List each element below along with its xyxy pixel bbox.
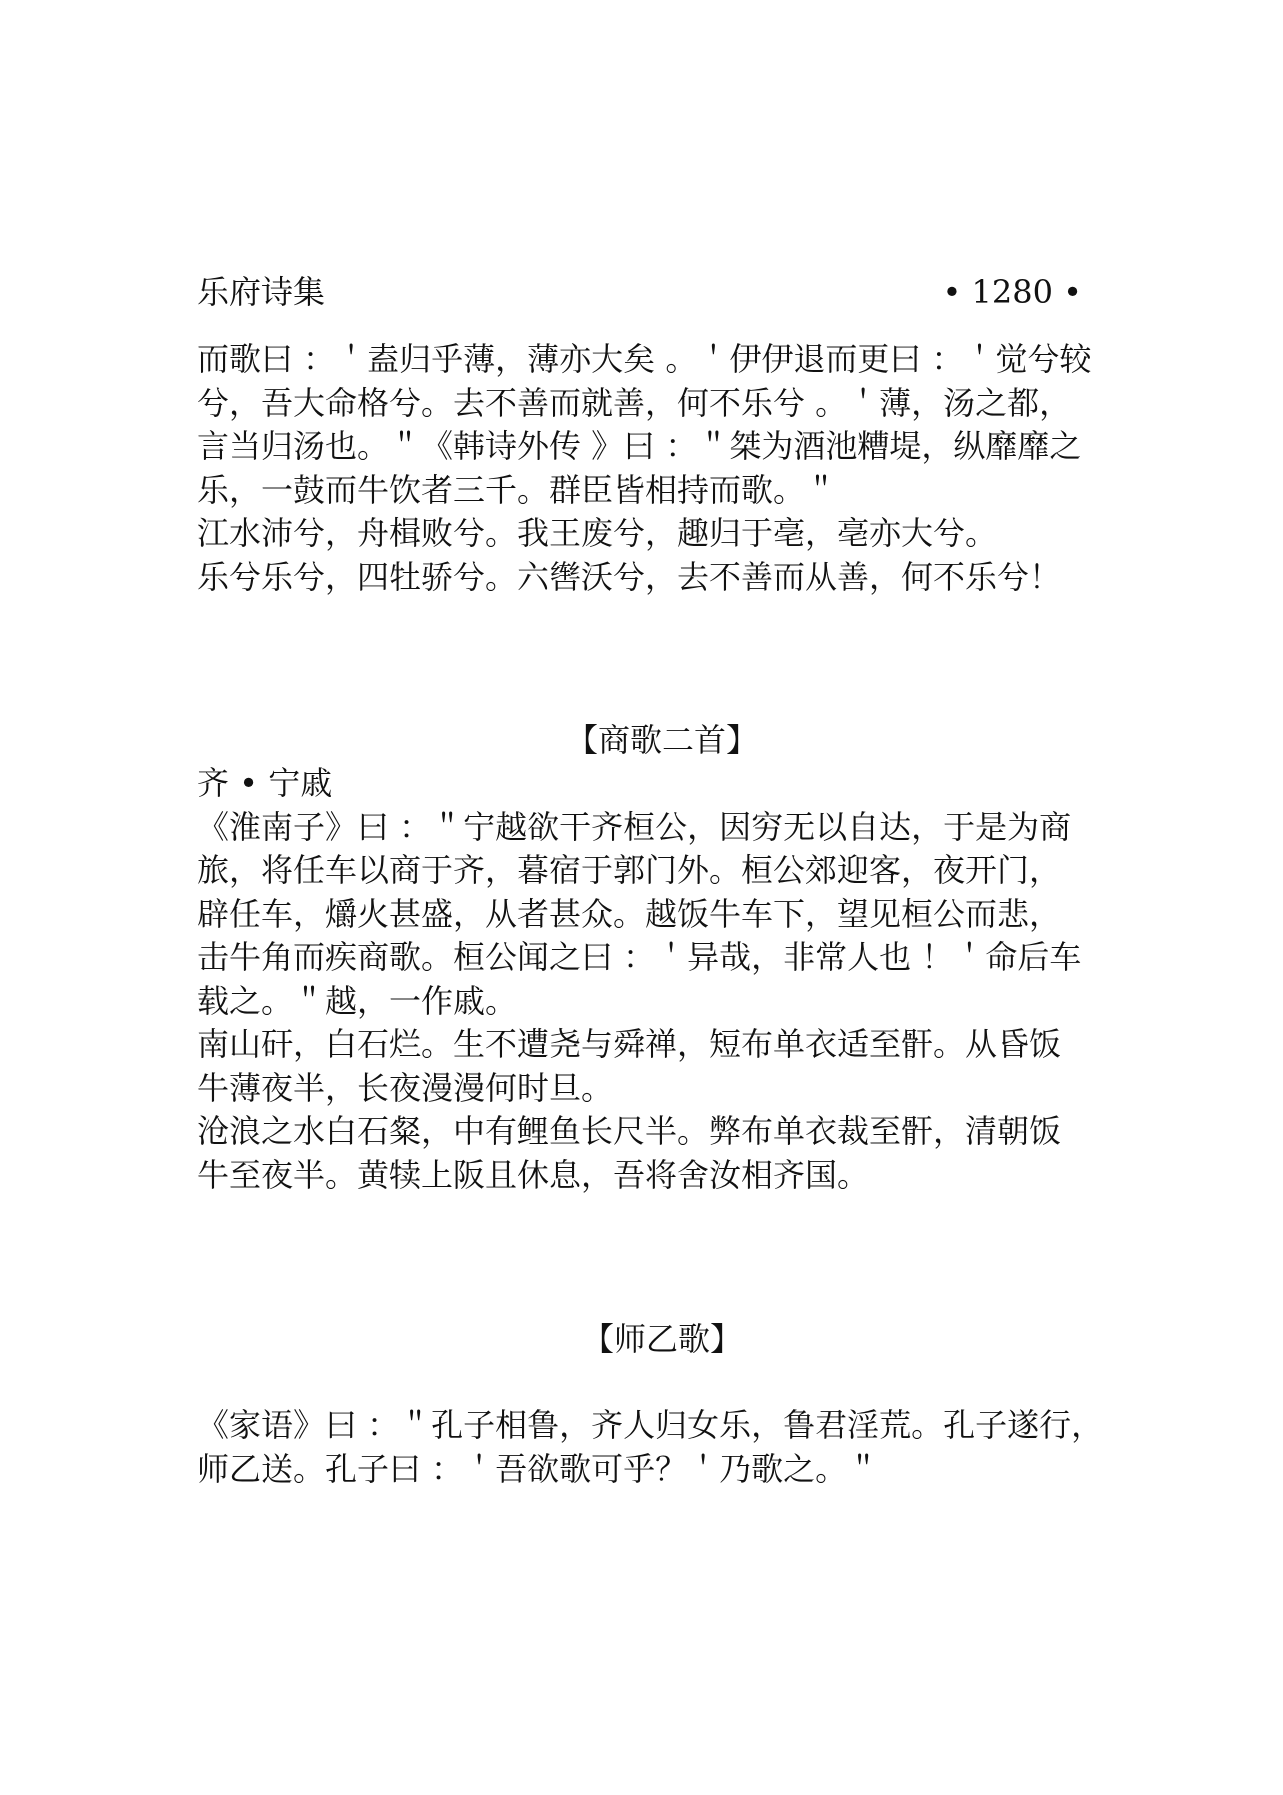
section-title-shiyige: 【师乙歌】 — [581, 1320, 742, 1358]
text-line: 沧浪之水白石粲，中有鲤鱼长尺半。弊布单衣裁至骭，清朝饭 — [197, 1112, 1062, 1150]
text-line: 牛至夜半。黄犊上阪且休息，吾将舍汝相齐国。 — [197, 1155, 870, 1194]
text-line: 江水沛兮，舟楫败兮。我王废兮，趣归于亳，亳亦大兮。 — [197, 514, 998, 552]
author-line: 齐 • 宁戚 — [197, 764, 333, 802]
page-number: • 1280 • — [942, 273, 1082, 311]
text-line: 《淮南子》曰 ：＂宁越欲干齐桓公，因穷无以自达，于是为商 — [197, 807, 1072, 846]
text-line: 旅，将任车以商于齐，暮宿于郭门外。桓公郊迎客，夜开门， — [197, 851, 1062, 889]
text-line: 兮，吾大命格兮。去不善而就善，何不乐兮 。＇薄，汤之都， — [197, 383, 1072, 422]
text-line: 辟任车，爝火甚盛，从者甚众。越饭牛车下，望见桓公而悲， — [197, 894, 1062, 933]
book-title: 乐府诗集 — [197, 273, 326, 311]
text-line: 乐，一鼓而牛饮者三千。群臣皆相持而歌。＂ — [197, 470, 838, 509]
intro-paragraph — [197, 338, 1092, 599]
text-line: 师乙送。孔子曰 ：＇吾欲歌可乎？＇乃歌之。＂ — [197, 1449, 880, 1488]
text-line: 南山矸，白石烂。生不遭尧与舜禅，短布单衣适至骭。从昏饭 — [197, 1025, 1062, 1063]
blank-line — [197, 1361, 1087, 1404]
text-line: 言当归汤也。＂《韩诗外传 》曰 ：＂桀为酒池糟堤，纵靡靡之 — [197, 427, 1082, 465]
section2-body — [197, 1404, 1104, 1491]
section-title-shangge: 【商歌二首】 — [565, 721, 758, 759]
text-line: 牛薄夜半，长夜漫漫何时旦。 — [197, 1068, 614, 1107]
text-line: 击牛角而疾商歌。桓公闻之曰 ：＇异哉，非常人也 ！＇命后车 — [197, 938, 1082, 976]
text-line: 乐兮乐兮，四牡骄兮。六辔沃兮，去不善而从善，何不乐兮！ — [197, 557, 1062, 596]
text-line: 载之。＂越，一作戚。 — [197, 981, 518, 1020]
page-header — [197, 270, 1087, 314]
section1-body — [197, 762, 1087, 1197]
text-line: 《家语》曰 ：＂孔子相鲁，齐人归女乐，鲁君淫荒。孔子遂行， — [197, 1406, 1104, 1444]
document-page — [197, 270, 1104, 1491]
text-line: 而歌曰 ：＇盍归乎薄，薄亦大矣 。＇伊伊退而更曰 ：＇觉兮较 — [197, 340, 1092, 378]
